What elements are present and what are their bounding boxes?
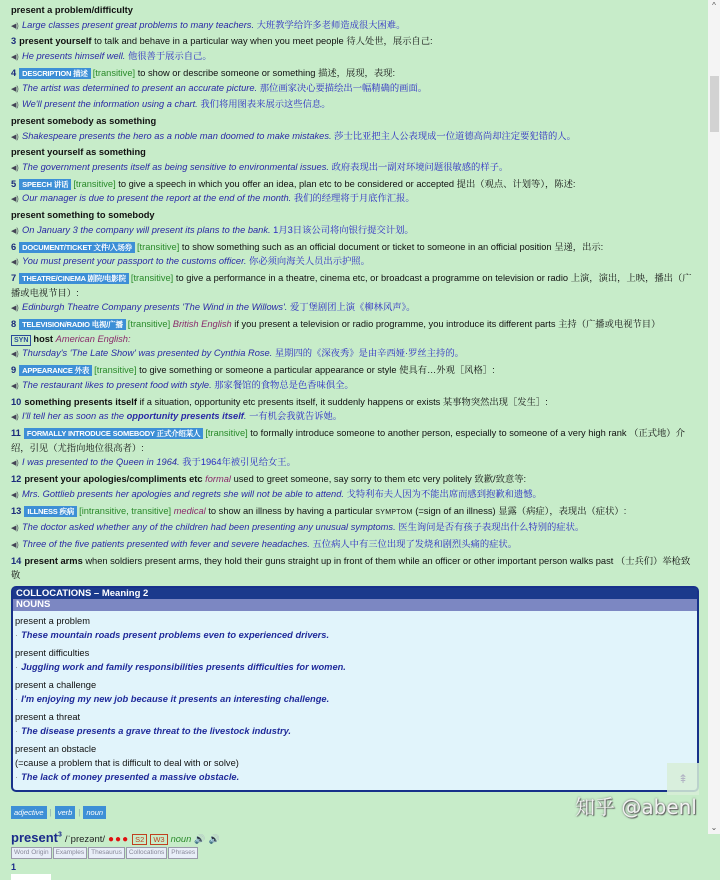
pos-link-adjective[interactable]: adjective bbox=[11, 806, 47, 819]
speaker-icon[interactable]: ◀) bbox=[11, 351, 19, 359]
sense-zh: （士兵们）举枪致敬 bbox=[11, 555, 691, 581]
entry-tab-thesaurus[interactable]: Thesaurus bbox=[88, 847, 125, 859]
sense-zh: 显露（病症），表现出（症状）: bbox=[498, 505, 627, 516]
american-pronunciation-speaker-icon[interactable]: 🔊 bbox=[208, 834, 220, 845]
speaker-icon[interactable]: ◀) bbox=[11, 227, 19, 235]
collocations-list bbox=[13, 611, 697, 790]
example-en: I'll tell her as soon as the bbox=[22, 411, 127, 422]
sense-8 bbox=[11, 317, 697, 332]
sense-number: 5 bbox=[11, 178, 17, 189]
collocation-example bbox=[15, 770, 695, 784]
sense-10 bbox=[11, 395, 697, 410]
sense-zh: 某事物突然出现［发生］: bbox=[442, 396, 548, 407]
collocation-example-text: Juggling work and family responsibilities presents difficulties for women. bbox=[21, 662, 346, 673]
grammar-label: [transitive] bbox=[94, 365, 137, 376]
synonym-line bbox=[11, 332, 697, 347]
collocation-phrase: present a problem bbox=[15, 616, 90, 627]
grammar-label: [transitive] bbox=[73, 178, 116, 189]
example-en: We'll present the information using a chart. bbox=[22, 99, 198, 110]
example-sentence bbox=[11, 223, 697, 240]
example-sentence bbox=[11, 300, 697, 317]
signpost-badge: APPEARANCE 外表 bbox=[19, 365, 92, 376]
sense-13 bbox=[11, 504, 697, 521]
scroll-up-arrow-icon[interactable]: ^ bbox=[712, 1, 716, 10]
sense-3 bbox=[11, 34, 697, 49]
example-en: Our manager is due to present the report at the end of the month. bbox=[22, 193, 292, 204]
sense-number: 14 bbox=[11, 555, 22, 566]
sense-definition: to give a speech in which you offer an idea, plan etc to be considered or accepted bbox=[118, 178, 455, 189]
example-en: Three of the five patients presented with fever and severe headaches. bbox=[22, 538, 310, 549]
collocation-example bbox=[15, 724, 695, 738]
example-zh: 那位画家决心要描绘出一幅精确的画面。 bbox=[259, 82, 428, 93]
sense-zh: （正式地）介绍，引见（尤指向地位很高者）: bbox=[11, 427, 685, 453]
example-en: I was presented to the Queen in 1964. bbox=[22, 457, 180, 468]
pos-link-verb[interactable]: verb bbox=[55, 806, 76, 819]
british-pronunciation-speaker-icon[interactable]: 🔊 bbox=[194, 834, 206, 845]
example-zh: 一有机会我就告诉她。 bbox=[249, 411, 343, 422]
example-zh: 政府表现出一副对环境问题很敏感的样子。 bbox=[331, 162, 509, 173]
collocation-phrase: present difficulties bbox=[15, 648, 90, 659]
sense-definition: to show something such as an official document or ticket to someone in an official position bbox=[181, 241, 552, 252]
example-en: Edinburgh Theatre Company presents 'The Wind in the Willows'. bbox=[22, 302, 288, 313]
speaker-icon[interactable]: ◀) bbox=[11, 54, 19, 62]
speaker-icon[interactable]: ◀) bbox=[11, 491, 19, 499]
example-sentence bbox=[11, 346, 697, 363]
sense-definition: to talk and behave in a particular way when you meet people bbox=[94, 36, 344, 47]
collocation-example bbox=[15, 628, 695, 642]
entry-tab-collocations[interactable]: Collocations bbox=[126, 847, 167, 859]
sense-lexical-unit: something presents itself bbox=[24, 396, 137, 407]
example-en: You must present your passport to the customs officer. bbox=[22, 256, 247, 267]
vertical-scrollbar[interactable] bbox=[708, 0, 720, 834]
speaker-icon[interactable]: ◀) bbox=[11, 460, 19, 468]
speaker-icon[interactable]: ◀) bbox=[11, 414, 19, 422]
collocations-box bbox=[11, 586, 699, 792]
speaker-icon[interactable]: ◀) bbox=[11, 259, 19, 267]
grammar-label: [intransitive, transitive] bbox=[79, 505, 172, 516]
cross-reference-link[interactable]: SYMPTOM bbox=[375, 508, 413, 516]
sense-14 bbox=[11, 554, 697, 583]
example-zh: 医生询问是否有孩子表现出什么特别的症状。 bbox=[398, 522, 585, 533]
collocation-phrase: present a threat bbox=[15, 712, 81, 723]
collocation-example bbox=[15, 660, 695, 674]
example-zh: 我于1964年被引见给女王。 bbox=[182, 457, 296, 468]
example-zh: 戈特利布夫人因为不能出席而感到抱歉和遗憾。 bbox=[346, 488, 542, 499]
sense-number: 9 bbox=[11, 365, 17, 376]
example-sentence bbox=[11, 537, 697, 554]
example-sentence bbox=[11, 487, 697, 504]
example-highlight: opportunity presents itself bbox=[126, 411, 244, 422]
sense-4 bbox=[11, 66, 697, 81]
collocation-example-text: The lack of money presented a massive obstacle. bbox=[21, 772, 240, 783]
spoken-frequency-badge: S2 bbox=[132, 834, 147, 845]
register-label: formal bbox=[205, 474, 232, 485]
sense-zh: 描述，展现，表现: bbox=[318, 67, 396, 78]
example-zh: 1月3日该公司将向银行提交计划。 bbox=[273, 224, 414, 235]
register-label: British English bbox=[172, 319, 232, 330]
sense-definition: to give a performance in a theatre, cinema etc, or broadcast a programme on television or radio bbox=[175, 272, 569, 283]
signpost-placeholder bbox=[11, 874, 51, 880]
sense-definition: if a situation, opportunity etc presents itself, it suddenly happens or exists bbox=[139, 396, 441, 407]
sense-number: 8 bbox=[11, 319, 17, 330]
phrase-heading: present somebody as something bbox=[11, 115, 157, 126]
speaker-icon[interactable]: ◀) bbox=[11, 22, 19, 30]
sense-zh: 上演，演出，上映，播出（广播或电视节目）: bbox=[11, 272, 692, 298]
pos-link-noun[interactable]: noun bbox=[83, 806, 106, 819]
example-zh: 我们的经理将于月底作汇报。 bbox=[293, 193, 415, 204]
speaker-icon[interactable]: ◀) bbox=[11, 525, 19, 533]
bullet-icon: · bbox=[15, 662, 19, 673]
sense-lexical-unit: present your apologies/compliments etc bbox=[24, 474, 203, 485]
speaker-icon[interactable]: ◀) bbox=[11, 102, 19, 110]
scrollbar-thumb[interactable] bbox=[710, 76, 719, 132]
headword-text: present bbox=[11, 830, 58, 846]
phrase-heading: present yourself as something bbox=[11, 147, 146, 158]
signpost-badge: SPEECH 讲话 bbox=[19, 179, 71, 190]
phrase-heading: present something to somebody bbox=[11, 210, 155, 221]
example-zh: 莎士比亚把主人公表现成一位道德高尚却注定要犯错的人。 bbox=[334, 130, 576, 141]
example-en: On January 3 the company will present its plans to the bank. bbox=[22, 224, 271, 235]
pronunciation: /ˈprezənt/ bbox=[64, 834, 106, 846]
speaker-icon[interactable]: ◀) bbox=[11, 382, 19, 390]
signpost-badge: FORMALLY INTRODUCE SOMEBODY 正式介绍某人 bbox=[24, 428, 204, 439]
sense-zh: 致歉/致意等: bbox=[474, 474, 527, 485]
example-sentence bbox=[11, 191, 697, 208]
entry-tabs bbox=[11, 847, 697, 859]
scroll-down-arrow-icon[interactable]: ⌄ bbox=[710, 823, 718, 832]
sense-definition: to show an illness by having a particular bbox=[208, 505, 373, 516]
sense-definition-gloss: (=sign of an illness) bbox=[415, 505, 496, 516]
signpost-badge: TELEVISION/RADIO 电视/广播 bbox=[19, 319, 126, 330]
example-zh: 大班教学给许多老师造成很大困难。 bbox=[256, 19, 406, 30]
example-sentence bbox=[11, 160, 697, 177]
grammar-label: [transitive] bbox=[127, 319, 171, 330]
speaker-icon[interactable]: ◀) bbox=[11, 133, 19, 141]
sense-lexical-unit: present arms bbox=[24, 555, 83, 566]
collocation-phrase: present a challenge bbox=[15, 680, 97, 691]
entry-tab-examples[interactable]: Examples bbox=[53, 847, 88, 859]
sense-11 bbox=[11, 426, 697, 455]
example-en: The restaurant likes to present food with style. bbox=[22, 379, 212, 390]
sense-number: 13 bbox=[11, 505, 22, 516]
example-sentence bbox=[11, 81, 697, 98]
grammar-label: [transitive] bbox=[205, 427, 248, 438]
sense-number: 4 bbox=[11, 67, 17, 78]
example-en: The government presents itself as being sensitive to environmental issues. bbox=[22, 162, 329, 173]
example-en: The doctor asked whether any of the children had been presenting any unusual symptoms. bbox=[22, 522, 396, 533]
grammar-label: [transitive] bbox=[92, 67, 136, 78]
example-zh: 你必须向海关人员出示护照。 bbox=[249, 256, 370, 267]
example-sentence bbox=[11, 520, 697, 537]
sense-definition: if you present a television or radio programme, you introduce its different parts bbox=[234, 319, 556, 330]
sense-9 bbox=[11, 363, 697, 378]
homograph-number: 3 bbox=[57, 831, 62, 839]
bullet-icon: · bbox=[15, 694, 19, 705]
grammar-label: [transitive] bbox=[130, 272, 174, 283]
collocation-example-text: The disease presents a grave threat to the livestock industry. bbox=[21, 726, 291, 737]
example-zh: 星期四的《深夜秀》是由辛西娅·罗丝主持的。 bbox=[274, 348, 464, 359]
written-frequency-badge: W3 bbox=[150, 834, 167, 845]
collocation-example-text: These mountain roads present problems even to experienced drivers. bbox=[21, 630, 330, 641]
sense-number: 12 bbox=[11, 474, 22, 485]
example-en: Thursday's 'The Late Show' was presented by Cynthia Rose. bbox=[22, 348, 273, 359]
signpost-badge: THEATRE/CINEMA 剧院/电影院 bbox=[19, 273, 129, 284]
example-en: He presents himself well. bbox=[22, 51, 126, 62]
example-sentence bbox=[11, 455, 697, 472]
example-sentence bbox=[11, 129, 697, 146]
sense-number: 7 bbox=[11, 272, 17, 283]
speaker-icon[interactable]: ◀) bbox=[11, 196, 19, 204]
sense-definition: when soldiers present arms, they hold their guns straight up in front of them while an officer or other important person walks past bbox=[85, 555, 614, 566]
syn-badge: SYN bbox=[11, 335, 31, 346]
entry-tab-phrases[interactable]: Phrases bbox=[168, 847, 198, 859]
sense-zh: 主持（广播或电视节目） bbox=[558, 319, 661, 330]
sense-definition: used to greet someone, say sorry to them etc very politely bbox=[233, 474, 472, 485]
sense-number: 11 bbox=[11, 427, 21, 438]
watermark: 知乎 @abenl bbox=[575, 795, 697, 819]
sense-12 bbox=[11, 472, 697, 487]
speaker-icon[interactable]: ◀) bbox=[11, 85, 19, 93]
sense-definition: to give something or someone a particular appearance or style bbox=[139, 365, 397, 376]
sense-definition: to formally introduce someone to another person, especially to someone of a very high rank bbox=[250, 427, 627, 438]
bullet-icon: · bbox=[15, 726, 19, 737]
bullet-icon: · bbox=[15, 630, 19, 641]
register-label: American English: bbox=[55, 333, 131, 344]
sense-definition: to show or describe someone or something bbox=[137, 67, 316, 78]
bullet-icon: · bbox=[15, 772, 19, 783]
sense-zh: 呈递，出示: bbox=[554, 241, 604, 252]
example-en-end: . bbox=[243, 411, 247, 422]
sense-number: 1 bbox=[11, 862, 17, 873]
separator: | bbox=[78, 808, 81, 818]
separator: | bbox=[49, 808, 52, 818]
example-sentence bbox=[11, 378, 697, 395]
example-en: Mrs. Gottlieb presents her apologies and regrets she will not be able to attend. bbox=[22, 488, 344, 499]
grammar-label: [transitive] bbox=[136, 241, 180, 252]
signpost-badge: DESCRIPTION 描述 bbox=[19, 68, 91, 79]
sense-6 bbox=[11, 240, 697, 255]
frequency-dots-icon: ●●● bbox=[108, 834, 130, 846]
example-en: Shakespeare presents the hero as a noble man doomed to make mistakes. bbox=[22, 130, 332, 141]
example-sentence bbox=[11, 49, 697, 66]
collocations-title: COLLOCATIONS – Meaning 2 bbox=[13, 588, 697, 599]
example-zh: 他很善于展示自己。 bbox=[127, 51, 212, 62]
example-en: The artist was determined to present an accurate picture. bbox=[22, 82, 258, 93]
sense-number: 6 bbox=[11, 241, 17, 252]
example-sentence bbox=[11, 254, 697, 271]
example-sentence bbox=[11, 97, 697, 114]
example-zh: 那家餐馆的食物总是色香味俱全。 bbox=[214, 379, 354, 390]
sense-number: 3 bbox=[11, 36, 17, 47]
signpost-badge: DOCUMENT/TICKET 文件/入场券 bbox=[19, 242, 135, 253]
speaker-icon[interactable]: ◀) bbox=[11, 165, 19, 173]
example-zh: 五位病人中有三位出现了发烧和剧烈头痛的症状。 bbox=[312, 538, 518, 549]
example-zh: 我们将用图表来展示这些信息。 bbox=[200, 99, 331, 110]
example-sentence bbox=[11, 409, 697, 426]
headword-row bbox=[11, 830, 697, 845]
collocations-subtitle: NOUNS bbox=[13, 599, 697, 611]
collocation-phrase: present an obstacle bbox=[15, 744, 97, 755]
entry-tab-word-origin[interactable]: Word Origin bbox=[11, 847, 52, 859]
sense-7 bbox=[11, 271, 697, 300]
collocation-note: (=cause a problem that is difficult to deal with or solve) bbox=[15, 758, 239, 769]
example-en: Large classes present great problems to many teachers. bbox=[22, 19, 255, 30]
register-label: medical bbox=[173, 505, 206, 516]
collocation-example bbox=[15, 692, 695, 706]
sense-5 bbox=[11, 177, 697, 192]
speaker-icon[interactable]: ◀) bbox=[11, 305, 19, 313]
sense-lexical-unit: present yourself bbox=[19, 36, 92, 47]
headword bbox=[11, 830, 62, 845]
part-of-speech: noun bbox=[170, 834, 192, 845]
signpost-badge: ILLNESS 疾病 bbox=[24, 506, 77, 517]
collocation-example-text: I'm enjoying my new job because it presents an interesting challenge. bbox=[21, 694, 330, 705]
speaker-icon[interactable]: ◀) bbox=[11, 541, 19, 549]
example-zh: 爱丁堡剧团上演《柳林风声》。 bbox=[289, 302, 416, 313]
sense-zh: 使具有…外观［风格］: bbox=[399, 365, 495, 376]
sense-zh: 提出（观点、计划等），陈述: bbox=[456, 178, 576, 189]
example-sentence bbox=[11, 18, 697, 35]
synonym-word[interactable]: host bbox=[33, 333, 54, 344]
sense-zh: 待人处世，展示自己: bbox=[346, 36, 433, 47]
arrow-up-to-top-icon: ⇞ bbox=[677, 772, 689, 786]
sense-number: 10 bbox=[11, 396, 22, 407]
phrase-heading: present a problem/difficulty bbox=[11, 5, 133, 15]
